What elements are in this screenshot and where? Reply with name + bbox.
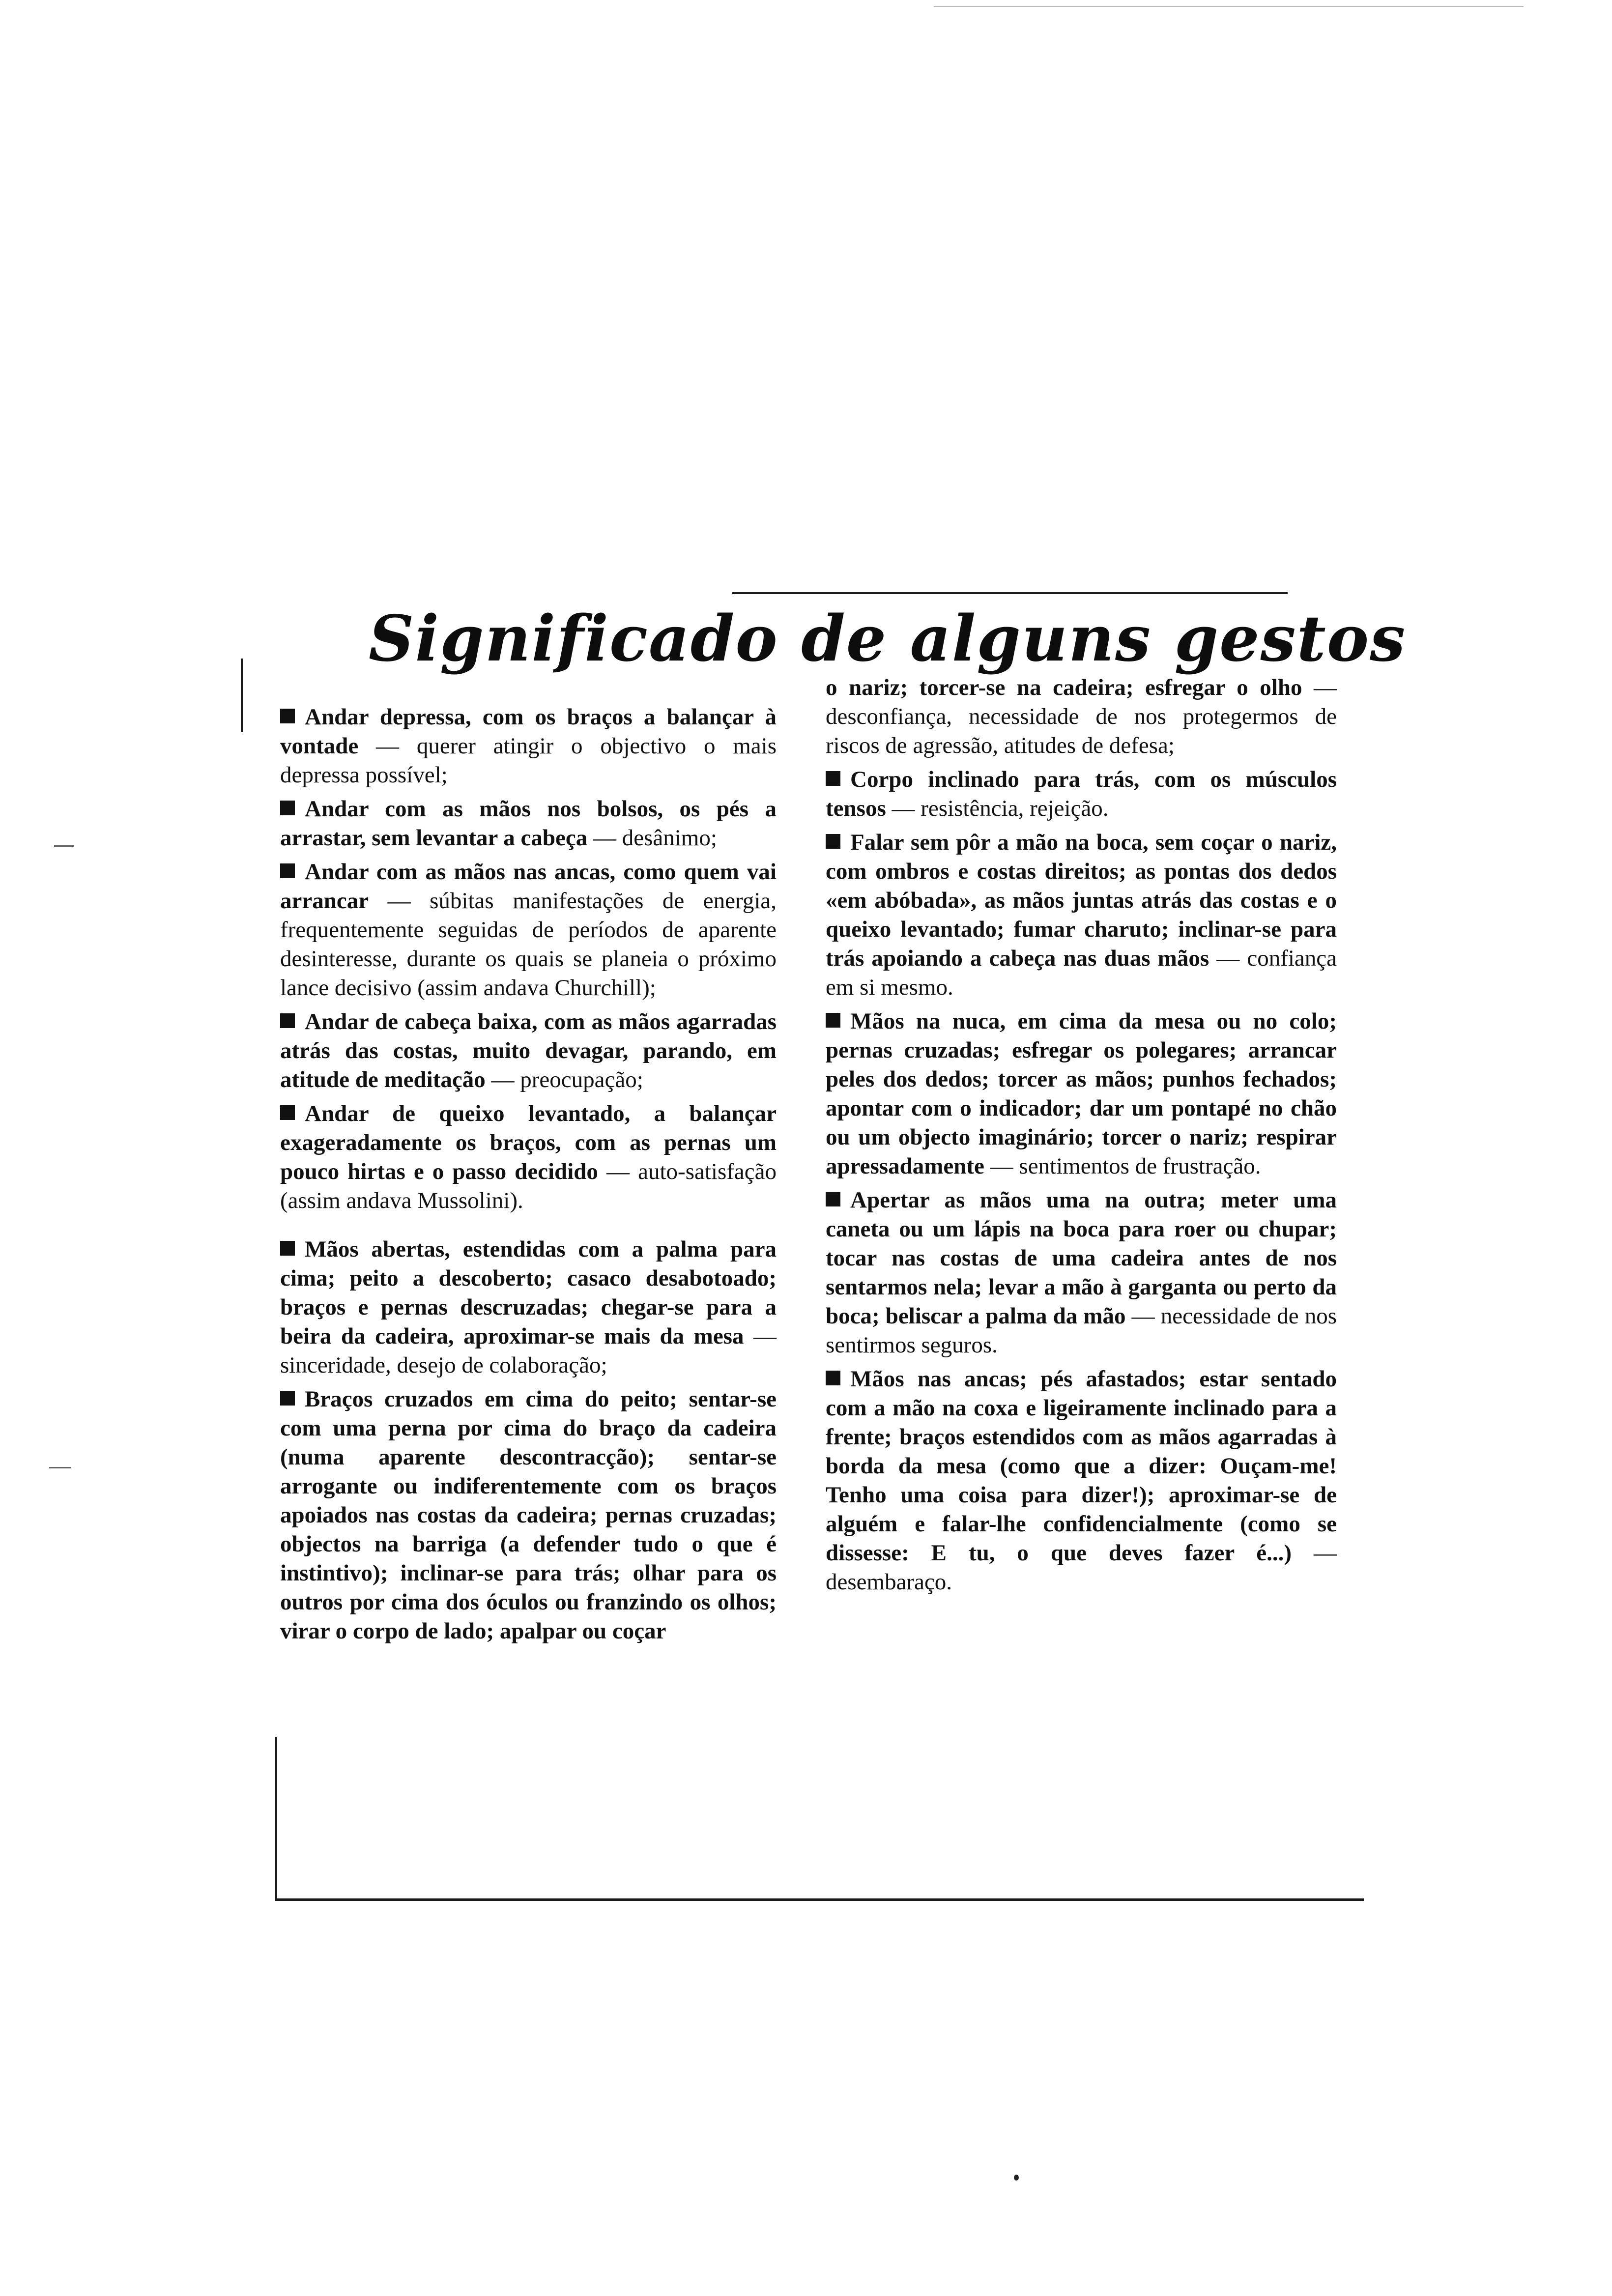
bullet-square-icon <box>280 1241 295 1256</box>
gesture-description: Andar de cabeça baixa, com as mãos agarradas atrás das costas, muito devagar, parando, em atitude de meditação <box>280 1009 777 1092</box>
gesture-entry <box>826 1186 1337 1360</box>
gesture-entry <box>280 795 777 853</box>
newspaper-clipping <box>241 587 1407 1902</box>
gesture-meaning: — necessidade de nos sentirmos seguros. <box>826 1303 1337 1358</box>
gesture-meaning: — sentimentos de frustração. <box>984 1153 1261 1179</box>
bullet-square-icon <box>280 1391 295 1406</box>
gesture-entry <box>280 1235 777 1380</box>
gesture-description: Andar com as mãos nas ancas, como quem vai arrancar <box>280 859 777 914</box>
gesture-entry <box>826 828 1337 1002</box>
left-rule-lower <box>275 1737 277 1899</box>
gesture-meaning: — súbitas manifestações de energia, frequentemente seguidas de períodos de aparente desinteresse, durante os quais se planeia o próximo lance decisivo (assim andava Churchill); <box>280 888 777 1001</box>
gesture-description: Falar sem pôr a mão na boca, sem coçar o nariz, com ombros e costas direitos; as pontas dos dedos «em abóbada», as mãos juntas atrás das costas e o queixo levantado; fumar charuto; inclinar-se para trás apoiando a cabeça nas duas mãos <box>826 830 1337 971</box>
gesture-entry <box>280 1099 777 1215</box>
bullet-square-icon <box>280 709 295 723</box>
gesture-entry <box>826 1007 1337 1181</box>
bullet-square-icon <box>826 1013 840 1028</box>
bullet-square-icon <box>826 834 840 849</box>
left-rule-upper <box>241 659 243 732</box>
gesture-entry <box>826 673 1337 760</box>
bullet-square-icon <box>280 1013 295 1028</box>
gesture-description: Andar depressa, com os braços a balançar à vontade <box>280 704 777 759</box>
gesture-description: Corpo inclinado para trás, com os músculos tensos <box>826 767 1337 821</box>
gesture-description: Mãos nas ancas; pés afastados; estar sentado com a mão na coxa e ligeiramente inclinado para a frente; braços estendidos com as mãos agarradas à borda da mesa (como que a dizer: Ouçam-me! Tenho uma coisa para dizer!); aproximar-se de alguém e falar-lhe confidencialmente (como se dissesse: E tu, o que deves fazer é...) <box>826 1366 1337 1566</box>
gesture-meaning: — querer atingir o objectivo o mais depressa possível; <box>280 733 777 788</box>
article-title: Significado de alguns gestos <box>369 602 1407 676</box>
column-right <box>826 673 1337 1602</box>
title-top-rule <box>732 592 1288 594</box>
gesture-description: o nariz; torcer-se na cadeira; esfregar o olho <box>826 675 1302 700</box>
bottom-rule <box>275 1898 1364 1901</box>
gesture-entry <box>826 765 1337 823</box>
gesture-description: Andar com as mãos nos bolsos, os pés a arrastar, sem levantar a cabeça <box>280 796 777 851</box>
gesture-meaning: — preocupação; <box>485 1067 643 1092</box>
gesture-entry <box>280 1007 777 1094</box>
bullet-square-icon <box>280 1105 295 1120</box>
gesture-entry <box>280 1385 777 1646</box>
gesture-meaning: — desânimo; <box>587 825 717 851</box>
bullet-square-icon <box>826 1192 840 1206</box>
scan-mark-top-right <box>934 6 1524 7</box>
gesture-meaning: — resistência, rejeição. <box>886 796 1109 821</box>
bullet-square-icon <box>826 1371 840 1385</box>
gesture-description: Mãos na nuca, em cima da mesa ou no colo; pernas cruzadas; esfregar os polegares; arrancar peles dos dedos; torcer as mãos; punhos fechados; apontar com o indicador; dar um pontapé no chão ou um objecto imaginário; torcer o nariz; respirar apressadamente <box>826 1008 1337 1179</box>
gesture-meaning: — desembaraço. <box>826 1540 1337 1595</box>
scan-mark-bottom-dot <box>1014 2175 1019 2181</box>
gesture-entry <box>280 858 777 1003</box>
gesture-meaning: — auto-satisfação (assim andava Mussolini). <box>280 1159 777 1213</box>
bullet-square-icon <box>826 771 840 786</box>
gesture-entry <box>826 1365 1337 1597</box>
scan-mark-left-2 <box>49 1467 71 1468</box>
gesture-description: Apertar as mãos uma na outra; meter uma caneta ou um lápis na boca para roer ou chupar; tocar nas costas de uma cadeira antes de nos sentarmos nela; levar a mão à garganta ou perto da boca; beliscar a palma da mão <box>826 1187 1337 1329</box>
bullet-square-icon <box>280 863 295 878</box>
bullet-square-icon <box>280 801 295 815</box>
gesture-description: Braços cruzados em cima do peito; sentar-se com uma perna por cima do braço da cadeira (numa aparente descontracção); sentar-se arrogante ou indiferentemente com os braços apoiados nas costas da cadeira; pernas cruzadas; objectos na barriga (a defender tudo o que é instintivo); inclinar-se para trás; olhar para os outros por cima dos óculos ou franzindo os olhos; virar o corpo de lado; apalpar ou coçar <box>280 1386 777 1644</box>
gesture-entry <box>280 703 777 790</box>
gesture-description: Andar de queixo levantado, a balançar exageradamente os braços, com as pernas um pouco hirtas e o passo decidido <box>280 1101 777 1184</box>
gesture-meaning: — confiança em si mesmo. <box>826 946 1337 1000</box>
column-left <box>280 703 777 1651</box>
gesture-meaning: — sinceridade, desejo de colaboração; <box>280 1323 777 1378</box>
gesture-description: Mãos abertas, estendidas com a palma para cima; peito a descoberto; casaco desabotoado; braços e pernas descruzadas; chegar-se para a beira da cadeira, aproximar-se mais da mesa <box>280 1236 777 1349</box>
scan-mark-left-1 <box>54 845 74 847</box>
gesture-meaning: — desconfiança, necessidade de nos protegermos de riscos de agressão, atitudes de defesa; <box>826 675 1337 758</box>
